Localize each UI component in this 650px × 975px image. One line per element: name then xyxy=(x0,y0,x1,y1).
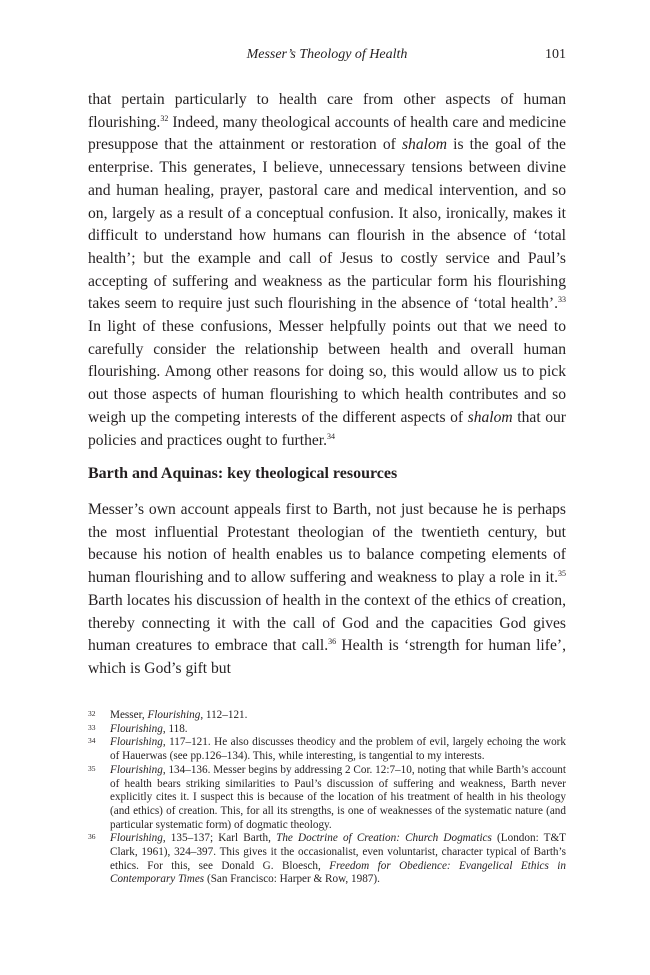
footnote-segment: , 134–136. Messer begins by addressing 2 Cor. 12:7–10, noting that while Barth’s account of health bears striking similarities to Paul’s discussion of suffering and weakness, Barth never explicitly cites it. I suspect this is because of the location of his treatment of health in his theology (and ethics) of creation. This, for all its strengths, is one of weaknesses of the systematic nature (and particular systematic form) of dogmatic theology. xyxy=(110,763,566,831)
running-title: Messer’s Theology of Health xyxy=(246,47,408,62)
footnote-segment: (San Francisco: Harper & Row, 1987). xyxy=(204,873,380,886)
running-head xyxy=(88,44,566,66)
footnote-33 xyxy=(88,723,566,737)
footnote-italic: Flourishing xyxy=(147,709,201,721)
footnote-text xyxy=(110,709,566,723)
para1-text-3: is the goal of the enterprise. This generates, I believe, unnecessary tensions between divine and human healing, prayer, pastoral care and medical intervention, and so on, largely as a result of a conceptual confusion. It also, ironically, makes it difficult to understand how humans can flourish in the absence of ‘total health’; but the example and call of Jesus to costly service and Paul’s accepting of suffering and weakness as the particular form his flourishing takes seem to require just such flourishing in the absence of ‘total health’. xyxy=(88,136,566,313)
para1-text-2: Indeed, many theological accounts of health care and medicine presuppose that the attainment or restoration of xyxy=(88,113,566,154)
footnote-italic: Flourishing xyxy=(110,722,163,735)
para2-text-2: Barth locates his discussion of health in the context of the ethics of creation, thereby connecting it with the call of God and the capacities God gives human creatures to embrace that call. xyxy=(88,591,566,655)
footnote-text xyxy=(110,723,566,737)
footnote-ref-32[interactable]: 32 xyxy=(160,113,169,123)
para2-text-3: Health is ‘strength for human life’, which is God’s gift but xyxy=(88,637,566,677)
footnote-34 xyxy=(88,736,566,763)
footnote-italic: Flourishing xyxy=(110,832,163,845)
footnote-number: 32 xyxy=(88,709,96,718)
footnote-segment: (London: T&T Clark, 1961), 324–397. This gives it the occasionalist, even voluntarist, character typical of Barth’s ethics. For this, see Donald G. Bloesch, xyxy=(110,832,567,872)
footnote-segment: , 135–137; Karl Barth, xyxy=(162,832,277,845)
footnote-number: 34 xyxy=(88,736,96,746)
footnote-italic: Flourishing xyxy=(110,763,163,776)
footnote-35 xyxy=(88,764,566,833)
footnote-italic: Flourishing xyxy=(110,736,163,749)
footnote-segment: Messer, xyxy=(110,709,148,721)
body-paragraph-2 xyxy=(88,499,566,681)
footnote-text xyxy=(110,736,566,763)
page-number: 101 xyxy=(545,47,566,62)
footnote-italic: Freedom for Obedience: Evangelical Ethics in Contemporary Times xyxy=(110,859,566,886)
para1-shalom-1: shalom xyxy=(401,136,448,154)
footnote-number: 35 xyxy=(88,763,96,773)
para1-text-4: In light of these confusions, Messer helpfully points out that we need to carefully consider the relationship between health and overall human flourishing. Among other reasons for doing so, this would allow us to pick out those aspects of human flourishing to which health contributes and so weigh up the competing interests of the different aspects of xyxy=(88,318,566,426)
para1-text-5: that our policies and practices ought to further. xyxy=(88,408,566,449)
footnote-ref-34[interactable]: 34 xyxy=(327,431,336,441)
footnotes xyxy=(88,709,566,887)
footnote-ref-33[interactable]: 33 xyxy=(558,295,566,305)
footnote-ref-35[interactable]: 35 xyxy=(558,569,566,579)
footnote-italic: The Doctrine of Creation: Church Dogmatics xyxy=(276,832,492,845)
footnote-segment: , 118. xyxy=(162,722,188,735)
footnote-segment: , 112–121. xyxy=(200,709,248,721)
footnote-number: 36 xyxy=(88,832,96,842)
footnote-ref-36[interactable]: 36 xyxy=(328,637,337,647)
body-paragraph-1 xyxy=(88,89,566,452)
footnote-36 xyxy=(88,832,566,887)
para1-shalom-2: shalom xyxy=(467,408,513,426)
footnote-segment: , 117–121. He also discusses theodicy and the problem of evil, largely echoing the work of Hauerwas (see pp.126–134). This, while interesting, is tangential to my interests. xyxy=(110,736,566,763)
footnote-text xyxy=(110,832,566,887)
para2-text-1: Messer’s own account appeals first to Barth, not just because he is perhaps the most influential Protestant theologian of the twentieth century, but because his notion of health enables us to balance competing elements of human flourishing and to allow suffering and weakness to play a role in it. xyxy=(88,501,566,587)
para1-text-1: that pertain particularly to health care from other aspects of human flourishing. xyxy=(88,91,566,131)
footnote-32 xyxy=(88,709,566,723)
section-heading: Barth and Aquinas: key theological resources xyxy=(88,465,398,482)
footnote-number: 33 xyxy=(88,722,96,732)
footnote-text xyxy=(110,764,566,833)
